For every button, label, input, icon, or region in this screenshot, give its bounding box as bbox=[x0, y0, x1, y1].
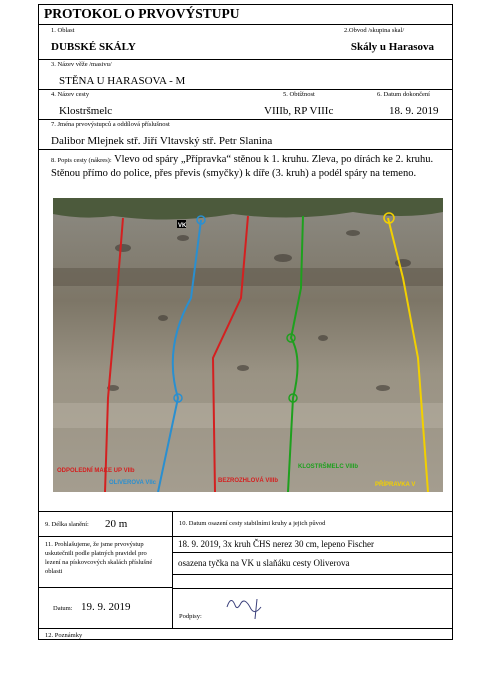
datum-label: Datum: bbox=[53, 605, 73, 612]
hole bbox=[318, 335, 328, 341]
route-label-bezrozhlova: BEZROZHLOVÁ VIIIb bbox=[218, 478, 278, 484]
jmena-row bbox=[39, 120, 452, 150]
divider bbox=[172, 512, 173, 536]
hole bbox=[395, 259, 411, 267]
hole bbox=[115, 244, 131, 252]
oblast-label: 1. Oblast bbox=[51, 27, 75, 34]
osazeni-line-2 bbox=[172, 552, 452, 575]
page-title: PROTOKOL O PRVOVÝSTUPU bbox=[44, 6, 240, 21]
obvod-value: Skály u Harasova bbox=[350, 41, 434, 53]
protocol-form bbox=[38, 4, 453, 640]
route-label-pripravka: PŘÍPRAVKA V bbox=[375, 482, 416, 488]
datum-value: 19. 9. 2019 bbox=[81, 601, 131, 613]
oblast-row bbox=[39, 25, 452, 60]
popis-value: Vlevo od spáry „Přípravka“ stěnou k 1. kruhu. Zleva, po dírách ke 2. kruhu. Stěnou přímo do police, přes převis (smyčky) k díře (3. kruh) a podél spáry na temeno. bbox=[51, 154, 434, 179]
poznamky-label: 12. Poznámky bbox=[45, 632, 83, 639]
datum-dokonceni-value: 18. 9. 2019 bbox=[389, 105, 439, 117]
rock-band-dark bbox=[53, 268, 443, 286]
cesta-row bbox=[39, 90, 452, 120]
obtiznost-label: 5. Obtížnost bbox=[283, 91, 315, 98]
osazeni-line-1 bbox=[172, 537, 452, 553]
hole bbox=[346, 230, 360, 236]
osazeni-value-2: osazena tyčka na VK u slaňáku cesty Oliverova bbox=[178, 558, 350, 568]
osazeni-value-1: 18. 9. 2019, 3x kruh ČHS nerez 30 cm, lepeno Fischer bbox=[178, 539, 374, 549]
veze-row bbox=[39, 60, 452, 90]
prohlaseni-row bbox=[39, 537, 452, 629]
route-photo bbox=[53, 198, 443, 498]
route-label-oliverova: OLIVEROVA VIIc bbox=[109, 480, 157, 486]
obvod-label: 2.Obvod /skupina skal/ bbox=[344, 27, 405, 34]
datum-dokonceni-label: 6. Datum dokončení bbox=[377, 91, 430, 98]
delka-label: 9. Délka slanění: bbox=[45, 521, 89, 528]
veze-value: STĚNA U HARASOVA - M bbox=[59, 75, 186, 87]
datum-osazeni-label: 10. Datum osazení cesty stabilními kruhy a jejich původ bbox=[179, 520, 326, 527]
hole bbox=[158, 315, 168, 321]
title-row bbox=[39, 5, 452, 25]
prohlaseni-text: 11. Prohlašujeme, že jsme prvovýstup uskutečnili podle platných pravidel pro lezení na pískovcových skalách příslušné oblasti bbox=[45, 541, 153, 575]
jmena-value: Dalibor Mlejnek stř. Jiří Vltavský stř. Petr Slanina bbox=[51, 135, 273, 147]
delka-value: 20 m bbox=[105, 518, 128, 530]
route-label-odpoledni: ODPOLEDNÍ MAKE UP VIIb bbox=[57, 468, 135, 474]
hole bbox=[177, 235, 189, 241]
popis-row bbox=[39, 150, 452, 512]
jmena-label: 7. Jména prvovýstupců a oddílová příslušnost bbox=[51, 121, 170, 128]
popis-label: 8. Popis cesty (nákres): bbox=[51, 157, 112, 164]
rock-face bbox=[53, 198, 443, 492]
osazeni-line-3 bbox=[172, 574, 452, 589]
signature bbox=[221, 589, 271, 621]
popis-text bbox=[51, 153, 446, 180]
obtiznost-value: VIIIb, RP VIIIc bbox=[264, 105, 334, 117]
cesta-value: Klostršmelc bbox=[59, 105, 113, 117]
hole bbox=[274, 254, 292, 262]
vk-label: VK bbox=[178, 223, 187, 229]
rock-band-light bbox=[53, 403, 443, 428]
veze-label: 3. Název věže /masivu/ bbox=[51, 61, 112, 68]
route-topo bbox=[53, 198, 443, 492]
poznamky-row bbox=[39, 629, 452, 641]
slaneni-row bbox=[39, 512, 452, 537]
cesta-label: 4. Název cesty bbox=[51, 91, 90, 98]
route-label-klostrsmelc: KLOSTRŠMELC VIIIb bbox=[298, 464, 358, 470]
oblast-value: DUBSKÉ SKÁLY bbox=[51, 41, 136, 53]
datum-divider bbox=[39, 587, 172, 588]
podpisy-label: Podpisy: bbox=[179, 613, 202, 620]
hole bbox=[237, 365, 249, 371]
hole bbox=[376, 385, 390, 391]
